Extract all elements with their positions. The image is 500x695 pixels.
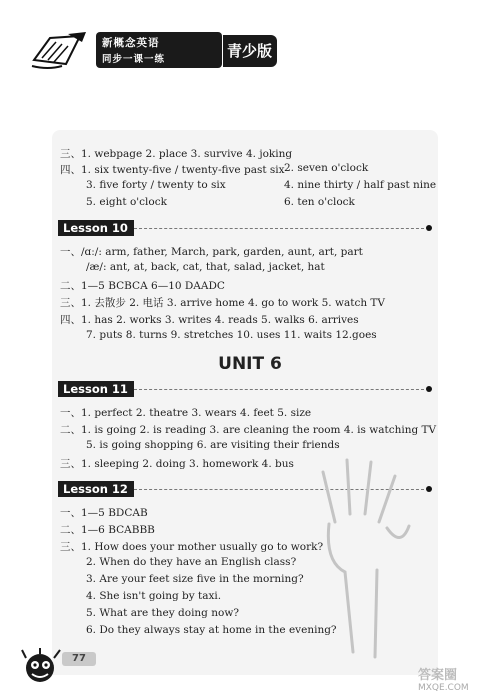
answer-line: 一、/ɑː/: arm, father, March, park, garden, aunt, art, part [60,246,363,258]
watermark [418,664,498,694]
answer-line: 7. puts 8. turns 9. stretches 10. uses 11. waits 12.goes [86,329,377,341]
answer-line: 5. eight o'clock [86,196,167,208]
lesson-11-header [58,381,434,397]
answer-line: 二、1—6 BCABBB [60,524,155,536]
answer-line: 四、1. six twenty-five / twenty-five past six [60,164,285,176]
book-title: 新概念英语 [102,37,160,49]
pencil-paper-icon [28,30,90,72]
answer-line: 6. ten o'clock [284,196,355,208]
answer-line: 一、1—5 BDCAB [60,507,148,519]
unit-title: UNIT 6 [218,354,282,374]
book-title-box [96,32,222,68]
cartoon-mascot-icon [18,646,64,686]
answer-line: 6. Do they always stay at home in the evening? [86,624,337,636]
lesson-label: Lesson 12 [58,481,134,497]
bullet-dot-icon [426,386,432,392]
book-edition: 青少版 2A [223,35,277,67]
answer-line: 三、1. 去散步 2. 电话 3. arrive home 4. go to work 5. watch TV [60,297,386,309]
answer-line: 二、1—5 BCBCA 6—10 DAADC [60,280,225,292]
answer-line: 三、1. How does your mother usually go to work? [60,541,324,553]
lesson-label: Lesson 10 [58,220,134,236]
watermark-url: MXQE.COM [418,683,469,693]
divider [134,389,424,390]
divider [134,228,424,229]
answer-line: 5. is going shopping 6. are visiting their friends [86,439,340,451]
answer-line: /æ/: ant, at, back, cat, that, salad, jacket, hat [86,261,325,273]
lesson-10-header [58,220,434,236]
lesson-label: Lesson 11 [58,381,134,397]
bullet-dot-icon [426,225,432,231]
answer-line: 3. five forty / twenty to six [86,179,226,191]
answer-line: 一、1. perfect 2. theatre 3. wears 4. feet 5. size [60,407,312,419]
page-number: 77 [62,652,96,666]
answer-line: 三、1. webpage 2. place 3. survive 4. joking [60,148,293,160]
watermark-title: 答案圈 [418,668,458,683]
hand-outline-icon [305,452,425,667]
answer-line: 4. She isn't going by taxi. [86,590,222,602]
answer-line: 二、1. is going 2. is reading 3. are cleaning the room 4. is watching TV [60,424,437,436]
bullet-dot-icon [426,486,432,492]
answer-line: 2. seven o'clock [284,162,369,174]
answer-line: 5. What are they doing now? [86,607,239,619]
answer-line: 4. nine thirty / half past nine [284,179,437,191]
book-subtitle: 同步一课一练 [102,54,166,65]
answer-line: 三、1. sleeping 2. doing 3. homework 4. bus [60,458,294,470]
answer-line: 四、1. has 2. works 3. writes 4. reads 5. walks 6. arrives [60,314,359,326]
answer-line: 3. Are your feet size five in the morning? [86,573,304,585]
answer-line: 2. When do they have an English class? [86,556,297,568]
